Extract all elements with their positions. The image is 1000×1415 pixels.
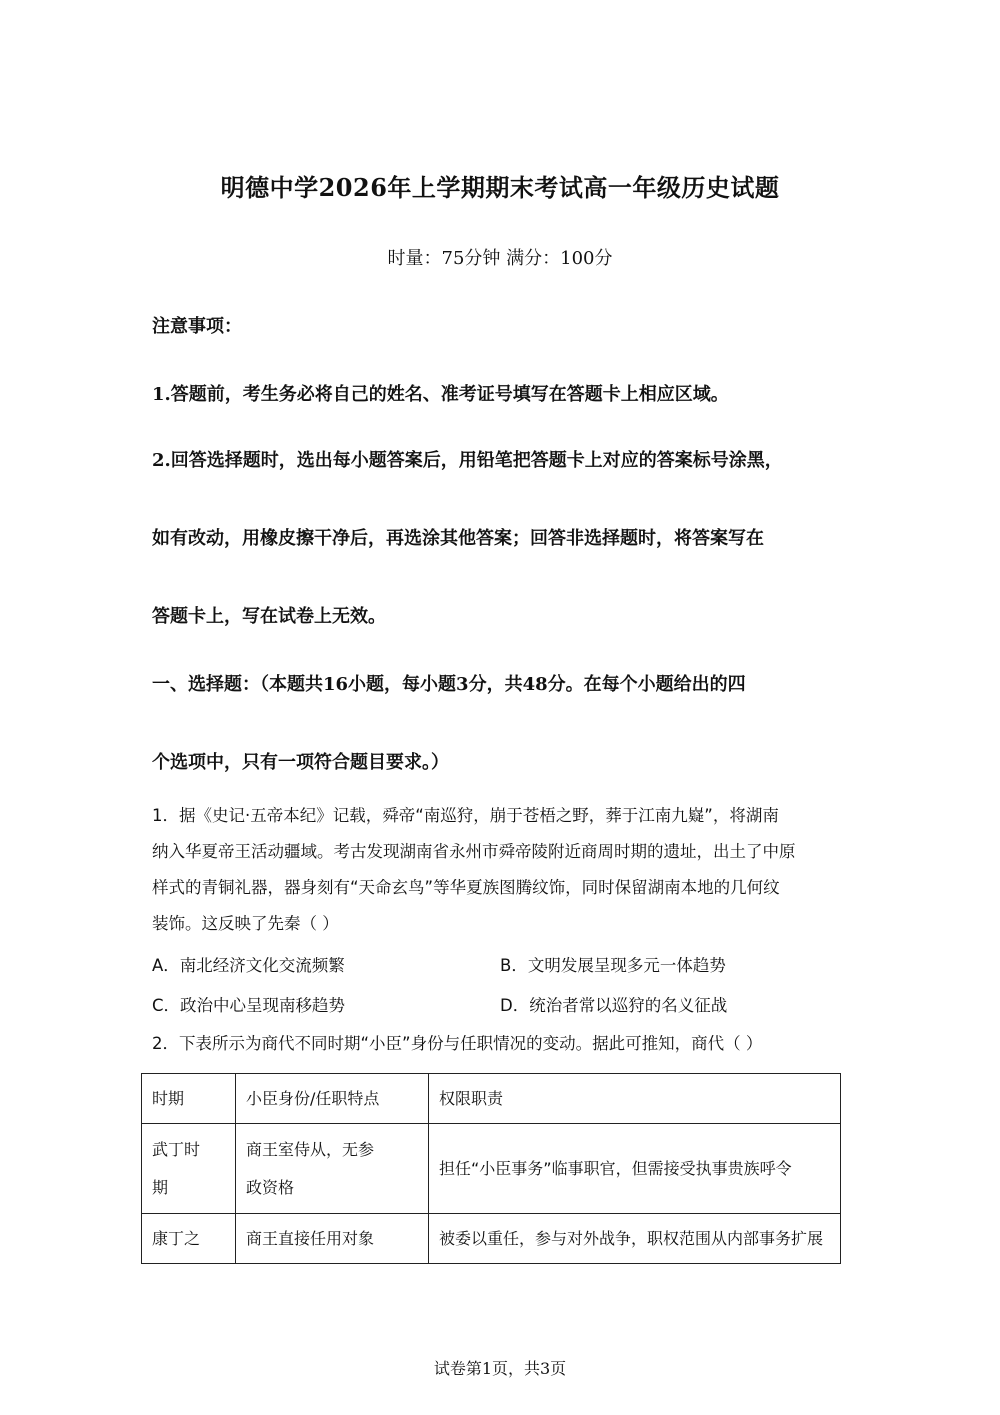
table-cell-identity: 商王直接任用对象 xyxy=(236,1214,429,1264)
xiaochen-table xyxy=(141,1073,841,1264)
question-1-option-b: B．文明发展呈现多元一体趋势 xyxy=(500,956,726,975)
question-1-line-1: 1．据《史记·五帝本纪》记载，舜帝“南巡狩，崩于苍梧之野，葬于江南九嶷”，将湖南 xyxy=(152,806,779,825)
table-cell-duty: 被委以重任，参与对外战争，职权范围从内部事务扩展 xyxy=(429,1214,841,1264)
table-cell-identity xyxy=(236,1124,429,1214)
notice-item-2-line-3: 答题卡上，写在试卷上无效。 xyxy=(152,606,386,627)
period-line: 期 xyxy=(152,1177,169,1197)
period-line: 武丁时 xyxy=(152,1139,201,1159)
exam-duration-and-score: 时量：75分钟 满分：100分 xyxy=(387,248,613,269)
question-1-line-3: 样式的青铜礼器，器身刻有“天命玄鸟”等华夏族图腾纹饰，同时保留湖南本地的几何纹 xyxy=(152,878,780,897)
table-row xyxy=(142,1214,841,1264)
question-1-option-d: D．统治者常以巡狩的名义征战 xyxy=(500,996,728,1015)
table-header-row xyxy=(142,1074,841,1124)
table-row xyxy=(142,1124,841,1214)
notice-item-1: 1.答题前，考生务必将自己的姓名、准考证号填写在答题卡上相应区域。 xyxy=(152,384,729,405)
table-header-cell: 权限职责 xyxy=(429,1074,841,1124)
identity-line: 商王室侍从，无参 xyxy=(246,1139,375,1159)
section-1-heading-line-2: 个选项中，只有一项符合题目要求。） xyxy=(152,752,449,773)
identity-line: 政资格 xyxy=(246,1177,295,1197)
table-cell-period xyxy=(142,1124,236,1214)
question-1-line-2: 纳入华夏帝王活动疆域。考古发现湖南省永州市舜帝陵附近商周时期的遗址，出土了中原 xyxy=(152,842,796,861)
question-1-option-a: A．南北经济文化交流频繁 xyxy=(152,956,345,975)
table-cell-period: 康丁之 xyxy=(142,1214,236,1264)
section-1-heading-line-1: 一、选择题：（本题共16小题，每小题3分，共48分。在每个小题给出的四 xyxy=(152,674,746,695)
table-cell-duty: 担任“小臣事务”临事职官，但需接受执事贵族呼令 xyxy=(429,1124,841,1214)
table-header-cell: 时期 xyxy=(142,1074,236,1124)
question-2-stem: 2．下表所示为商代不同时期“小臣”身份与任职情况的变动。据此可推知，商代（ ） xyxy=(152,1034,763,1053)
notice-item-2-line-1: 2.回答选择题时，选出每小题答案后，用铅笔把答题卡上对应的答案标号涂黑， xyxy=(152,450,783,471)
notice-item-2-line-2: 如有改动，用橡皮擦干净后，再选涂其他答案；回答非选择题时，将答案写在 xyxy=(152,528,764,549)
question-1-option-c: C．政治中心呈现南移趋势 xyxy=(152,996,346,1015)
table-header-cell: 小臣身份/任职特点 xyxy=(236,1074,429,1124)
page-footer: 试卷第1页，共3页 xyxy=(433,1359,567,1378)
notice-heading: 注意事项： xyxy=(152,316,242,337)
exam-title: 明德中学2026年上学期期末考试高一年级历史试题 xyxy=(220,173,780,202)
question-1-line-4: 装饰。这反映了先秦（ ） xyxy=(152,914,339,933)
